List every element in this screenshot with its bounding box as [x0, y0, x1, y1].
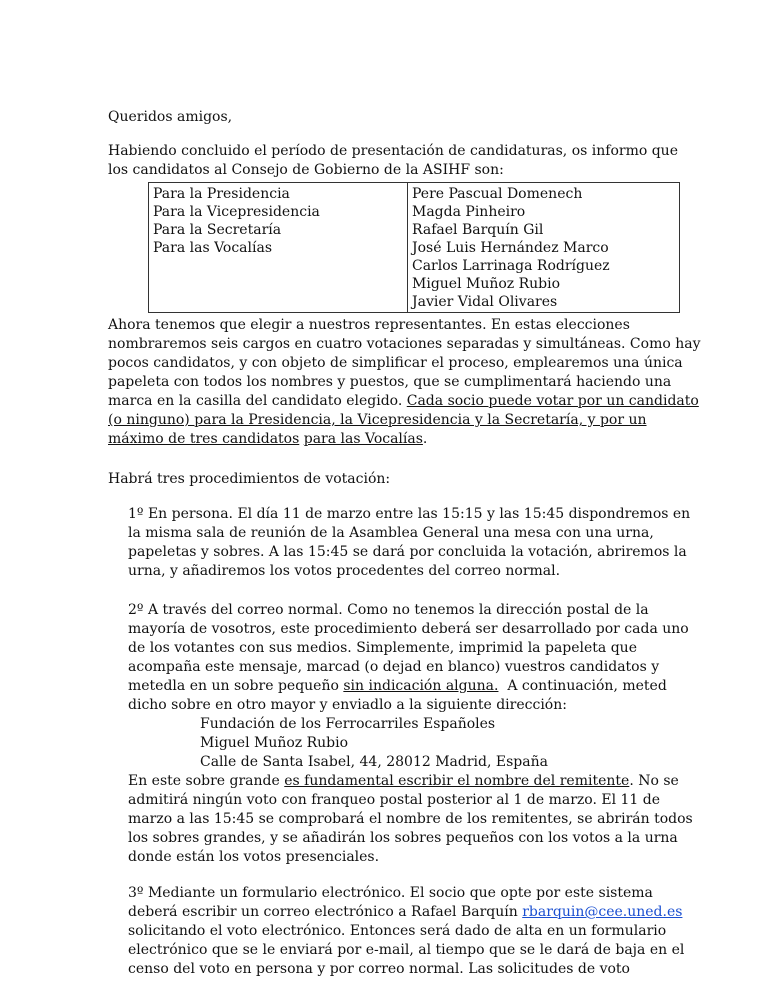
underlined-rule: sin indicación alguna. — [343, 678, 499, 694]
text-line: donde están los votos presenciales. — [128, 849, 380, 865]
role-presidencia: Para la Presidencia — [153, 186, 290, 202]
text-line: papeletas y sobres. A las 15:45 se dará por concluida la votación, abriremos la — [128, 544, 687, 560]
candidate-name: Miguel Muñoz Rubio — [412, 276, 561, 292]
text-line: nombraremos seis cargos en cuatro votaciones separadas y simultáneas. Como hay — [108, 336, 701, 352]
address-line: Fundación de los Ferrocarriles Españoles — [200, 716, 496, 732]
intro-line: Habiendo concluido el período de presentación de candidaturas, os informo que — [108, 143, 678, 159]
text-line: 1º En persona. El día 11 de marzo entre las 15:15 y las 15:45 dispondremos en — [128, 506, 691, 522]
candidate-name: Javier Vidal Olivares — [412, 294, 558, 310]
text-span: En este sobre grande — [128, 773, 285, 789]
text-span: . No se — [629, 773, 679, 789]
text-span: metedla en un sobre pequeño — [128, 678, 344, 694]
text-line: solicitando el voto electrónico. Entonces será dado de alta en un formulario — [128, 923, 667, 939]
text-line: pocos candidatos, y con objeto de simplificar el proceso, emplearemos una única — [108, 355, 683, 371]
text-line: de los votantes con sus medios. Simplemente, imprimid la papeleta que — [128, 640, 637, 656]
text-line — [108, 411, 668, 430]
address-line: Miguel Muñoz Rubio — [200, 735, 349, 751]
candidate-name: Rafael Barquín Gil — [412, 222, 544, 238]
candidate-name: Carlos Larrinaga Rodríguez — [412, 258, 610, 274]
text-line: 3º Mediante un formulario electrónico. El socio que opte por este sistema — [128, 885, 653, 901]
text-line: censo del voto en persona y por correo normal. Las solicitudes de voto — [128, 961, 630, 977]
intro-line: los candidatos al Consejo de Gobierno de la ASIHF son: — [108, 162, 504, 178]
text-line: 2º A través del correo normal. Como no tenemos la dirección postal de la — [128, 602, 649, 618]
text-line — [108, 392, 699, 411]
role-secretaria: Para la Secretaría — [153, 222, 282, 238]
text-line: dicho sobre en otro mayor y enviadlo a la siguiente dirección: — [128, 697, 567, 713]
procedures-heading: Habrá tres procedimientos de votación: — [108, 471, 391, 487]
address-line: Calle de Santa Isabel, 44, 28012 Madrid, España — [200, 754, 548, 770]
greeting: Queridos amigos, — [108, 109, 233, 125]
names-cell — [408, 183, 680, 313]
underlined-rule: máximo de tres candidatos — [108, 431, 300, 447]
role-vicepresidencia: Para la Vicepresidencia — [153, 204, 320, 220]
text-line — [128, 677, 668, 696]
intro-paragraph — [108, 142, 678, 180]
email-link[interactable]: rbarquin@cee.uned.es — [522, 904, 683, 920]
text-line: los sobres grandes, y se añadirán los sobres pequeños con los votos a la urna — [128, 830, 678, 846]
text-span: marca en la casilla del candidato elegido. — [108, 393, 407, 409]
text-span: deberá escribir un correo electrónico a Rafael Barquín — [128, 904, 523, 920]
procedure-in-person — [128, 505, 691, 581]
roles-cell — [149, 183, 408, 313]
text-span: A continuación, meted — [498, 678, 667, 694]
text-span: . — [422, 431, 428, 447]
procedure-postal — [128, 601, 693, 867]
underlined-rule: (o ninguno) para la Presidencia, la Vicepresidencia y la Secretaría, y por un — [108, 412, 647, 428]
text-line: marzo a las 15:45 se comprobará el nombre de los remitentes, se abrirán todos — [128, 811, 693, 827]
procedure-electronic — [128, 884, 685, 979]
text-line: electrónico que se le enviará por e-mail, al tiempo que se le dará de baja en el — [128, 942, 685, 958]
role-vocalias: Para las Vocalías — [153, 240, 273, 256]
candidate-name: Pere Pascual Domenech — [412, 186, 583, 202]
text-line: la misma sala de reunión de la Asamblea General una mesa con una urna, — [128, 525, 654, 541]
text-line: Ahora tenemos que elegir a nuestros representantes. En estas elecciones — [108, 317, 630, 333]
underlined-rule: es fundamental escribir el nombre del remitente — [284, 773, 630, 789]
text-line — [128, 903, 683, 922]
text-line: acompaña este mensaje, marcad (o dejad en blanco) vuestros candidatos y — [128, 659, 660, 675]
candidates-table — [148, 182, 680, 313]
text-line: mayoría de vosotros, este procedimiento deberá ser desarrollado por cada uno — [128, 621, 689, 637]
underlined-rule: Cada socio puede votar por un candidato — [406, 393, 699, 409]
candidate-name: Magda Pinheiro — [412, 204, 526, 220]
candidate-name: José Luis Hernández Marco — [412, 240, 609, 256]
text-line: admitirá ningún voto con franqueo postal posterior al 1 de marzo. El 11 de — [128, 792, 661, 808]
text-line: papeleta con todos los nombres y puestos, que se cumplimentará haciendo una — [108, 374, 672, 390]
underlined-rule: para las Vocalías — [303, 431, 423, 447]
text-line — [128, 772, 679, 791]
election-paragraph — [108, 316, 701, 449]
text-line — [108, 430, 668, 449]
text-line: urna, y añadiremos los votos procedentes del correo normal. — [128, 563, 561, 579]
